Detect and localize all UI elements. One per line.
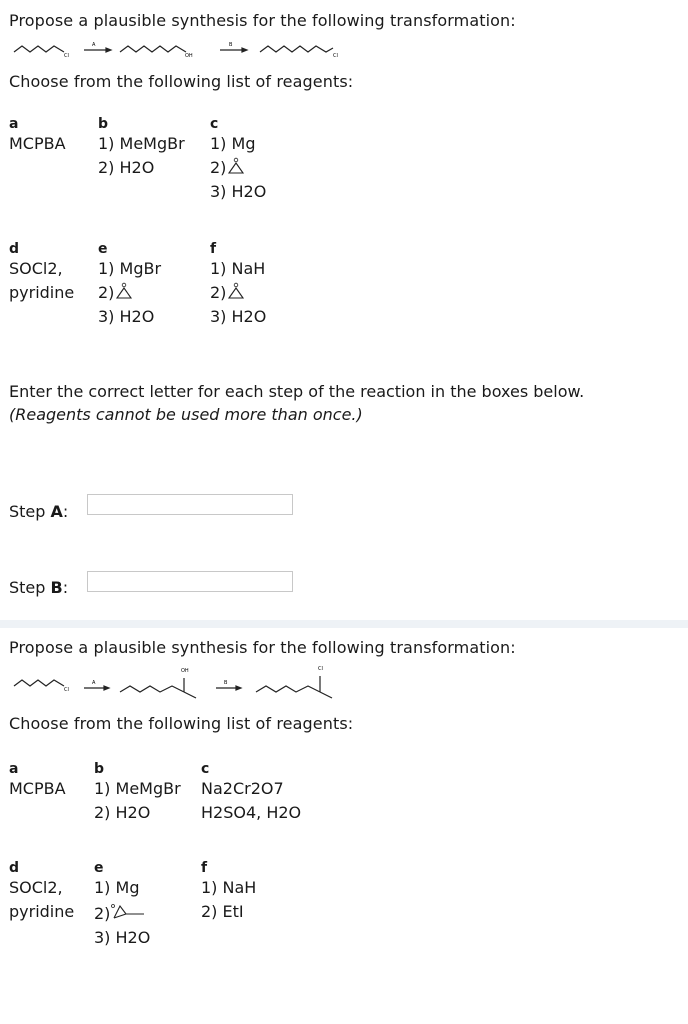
scheme-label-a: A — [92, 680, 96, 686]
instruction-text — [9, 380, 584, 426]
reagent-line: 2) — [210, 283, 227, 302]
reagent-line: SOCl2, — [9, 878, 63, 897]
reagent-line: SOCl2, — [9, 259, 63, 278]
problem-2-card — [0, 628, 688, 1024]
reagent-option-d — [9, 241, 74, 305]
reagent-line: 1) MeMgBr — [98, 134, 185, 153]
option-letter: f — [210, 241, 217, 257]
reagent-option-a — [9, 116, 66, 156]
reagent-line: H2SO4, H2O — [201, 803, 302, 822]
reagent-line: pyridine — [9, 902, 75, 921]
reagent-line: 2) — [94, 904, 111, 923]
reagent-line: 1) NaH — [201, 878, 257, 897]
reagent-line: 1) NaH — [210, 259, 266, 278]
reagent-line: 2) EtI — [201, 902, 244, 921]
step-a-label: Step A: — [9, 502, 69, 521]
option-letter: d — [9, 241, 20, 257]
reagent-line: 3) H2O — [98, 307, 155, 326]
epoxide-icon — [226, 156, 246, 176]
reagent-option-e — [98, 241, 161, 329]
reagent-option-b — [94, 761, 181, 825]
option-letter: a — [9, 761, 19, 777]
scheme-sub-3: Cl — [318, 666, 323, 672]
reagent-line: 3) H2O — [94, 928, 151, 947]
option-letter: b — [94, 761, 105, 777]
scheme-sub-2: OH — [185, 53, 193, 59]
secondary-alcohol-molecule — [120, 686, 184, 692]
epoxide-icon — [114, 281, 134, 301]
option-letter: a — [9, 116, 19, 132]
option-letter: e — [98, 241, 108, 257]
reagent-line: 2) H2O — [94, 803, 151, 822]
problem-1-title: Propose a plausible synthesis for the following transformation: — [9, 11, 516, 30]
reagent-option-e — [94, 860, 150, 950]
reagent-option-c — [201, 761, 301, 825]
reagent-line: 3) H2O — [210, 182, 267, 201]
secondary-chloride-molecule — [256, 686, 320, 692]
scheme-label-b: B — [224, 680, 228, 686]
scheme-sub-1: Cl — [64, 687, 69, 693]
epoxide-icon — [226, 281, 246, 301]
instruction-line-2: (Reagents cannot be used more than once.) — [9, 405, 363, 424]
reagent-option-a — [9, 761, 66, 801]
chloroalkane-molecule — [14, 680, 64, 686]
reaction-scheme-2 — [8, 664, 348, 704]
reagent-option-f — [210, 241, 266, 329]
instruction-line-1: Enter the correct letter for each step of the reaction in the boxes below. — [9, 382, 585, 401]
scheme-sub-1: Cl — [64, 53, 69, 59]
reagent-line: 1) MgBr — [98, 259, 162, 278]
reagent-line: 3) H2O — [210, 307, 267, 326]
scheme-sub-3: Cl — [333, 53, 338, 59]
reagent-option-f — [201, 860, 256, 924]
step-b-input[interactable] — [87, 571, 293, 592]
reagent-line: MCPBA — [9, 134, 66, 153]
option-letter: d — [9, 860, 20, 876]
scheme-sub-2: OH — [181, 668, 189, 674]
reagent-option-d — [9, 860, 74, 924]
option-letter: f — [201, 860, 208, 876]
choose-text-2: Choose from the following list of reagents: — [9, 714, 354, 733]
reagent-line: 1) Mg — [94, 878, 140, 897]
reagent-line: 2) — [98, 283, 115, 302]
reagent-line: Na2Cr2O7 — [201, 779, 284, 798]
reagent-line: MCPBA — [9, 779, 66, 798]
scheme-label-a: A — [92, 42, 96, 48]
option-letter: b — [98, 116, 109, 132]
option-letter: e — [94, 860, 104, 876]
chloride-product-molecule — [260, 46, 333, 52]
alcohol-molecule — [120, 46, 186, 52]
option-letter: c — [201, 761, 210, 777]
reagent-option-c — [210, 116, 266, 204]
step-b-label: Step B: — [9, 578, 69, 597]
chloroalkane-molecule — [14, 46, 64, 52]
reagent-line: pyridine — [9, 283, 75, 302]
methyl-epoxide-icon — [110, 900, 150, 922]
reagent-option-b — [98, 116, 185, 180]
step-a-input[interactable] — [87, 494, 293, 515]
scheme-label-b: B — [229, 42, 233, 48]
option-letter: c — [210, 116, 219, 132]
reaction-scheme-1 — [8, 38, 348, 60]
reagent-line: 1) Mg — [210, 134, 256, 153]
problem-2-title: Propose a plausible synthesis for the following transformation: — [9, 638, 516, 657]
choose-text-1: Choose from the following list of reagents: — [9, 72, 354, 91]
reagent-line: 1) MeMgBr — [94, 779, 181, 798]
reagent-line: 2) H2O — [98, 158, 155, 177]
reagent-line: 2) — [210, 158, 227, 177]
